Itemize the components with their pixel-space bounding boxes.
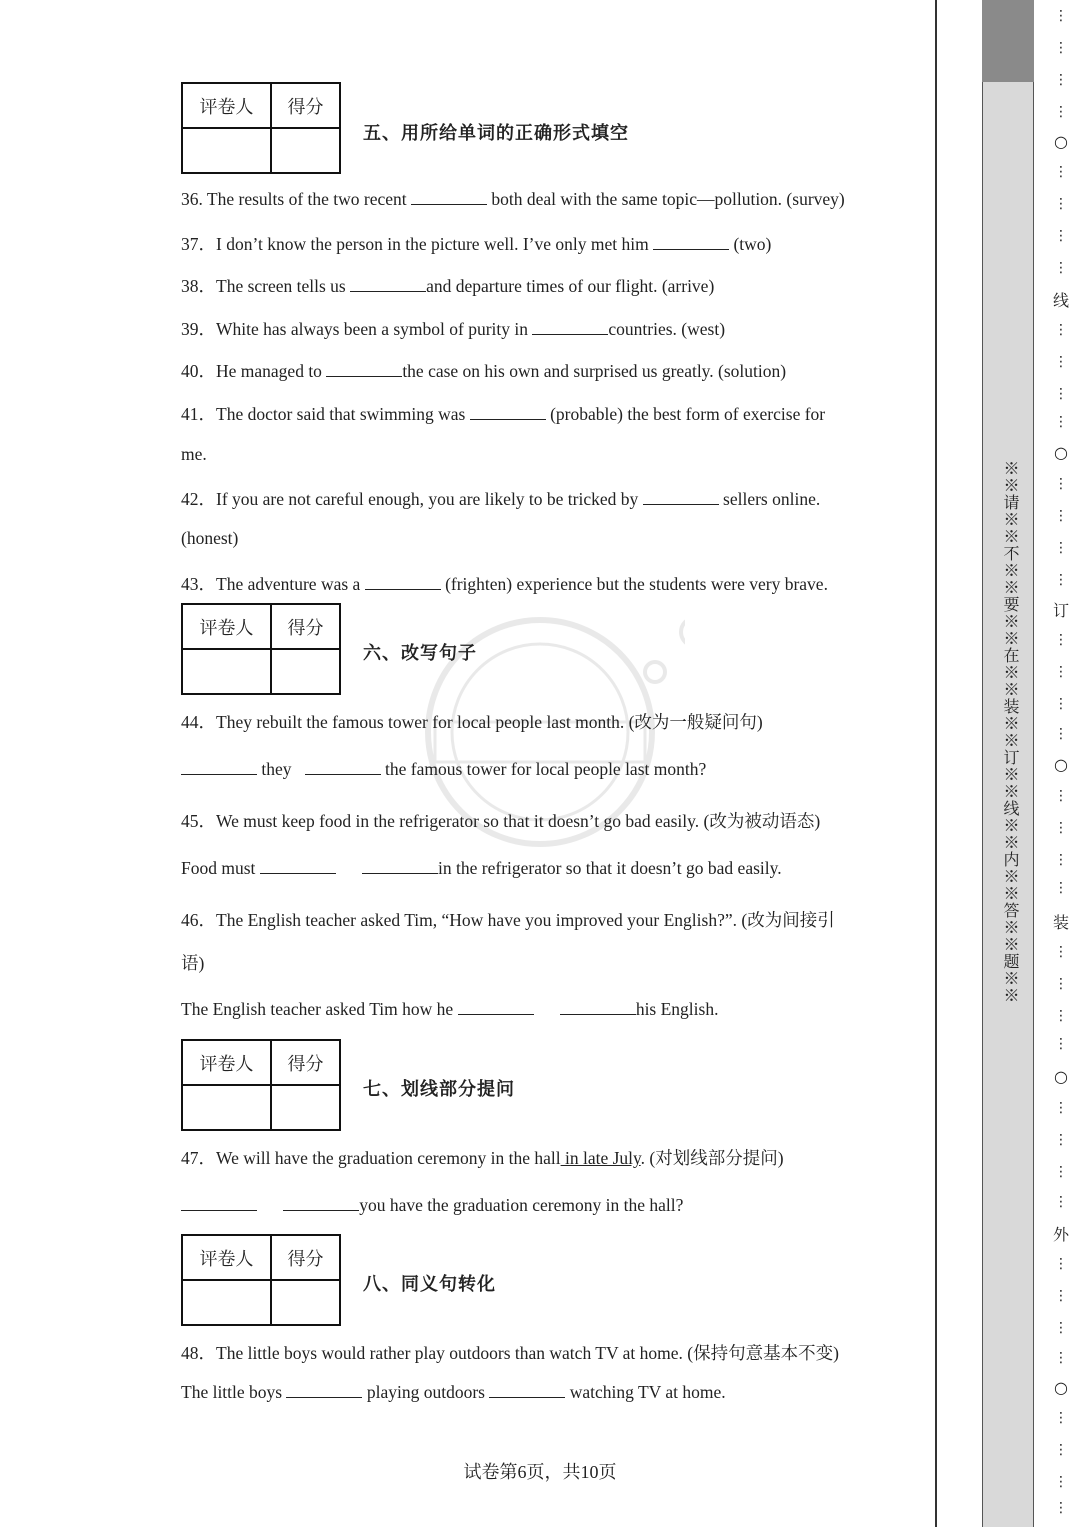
answer-blank: [653, 235, 729, 250]
question-46-cont: 语): [181, 953, 205, 973]
answer-blank: [362, 859, 438, 874]
score-cell: [272, 650, 339, 693]
answer-blank: [326, 362, 402, 377]
question-45: 45．We must keep food in the refrigerator so that it doesn’t go bad easily. (改为被动语态): [181, 811, 821, 831]
answer-blank: [181, 760, 257, 775]
binding-warning: ※※请※※不※※要※※在※※装※※订※※线※※内※※答※※题※※: [1001, 460, 1018, 1004]
score-label: 得分: [272, 1236, 339, 1281]
binding-border: [935, 0, 937, 1527]
score-label: 得分: [272, 605, 339, 650]
binding-dotted-line: ⋮ ⋮ ⋮ ⋮ ○ ⋮ ⋮ ⋮ ⋮ 线 ⋮ ⋮ ⋮ ⋮ ○ ⋮ ⋮ ⋮ ⋮ 订 ⋮ ⋮ ⋮ ⋮ ○ ⋮ ⋮ ⋮ ⋮ 装 ⋮ ⋮ ⋮ ⋮ ○ ⋮ ⋮ ⋮ ⋮ 外 ⋮ ⋮ ⋮ ⋮ ○ ⋮ ⋮ ⋮ ⋮: [1052, 8, 1069, 1516]
section-title: 七、划线部分提问: [363, 1079, 515, 1099]
circle-icon: ○: [1054, 1067, 1068, 1086]
answer-blank: [458, 1000, 534, 1015]
question-42: 42．If you are not careful enough, you are likely to be tricked by sellers online.: [181, 489, 821, 509]
answer-blank: [365, 575, 441, 590]
score-box: [181, 603, 341, 695]
score-box: [181, 82, 341, 174]
grader-label: 评卷人: [183, 1236, 272, 1281]
answer-blank: [350, 277, 426, 292]
question-46: 46．The English teacher asked Tim, “How have you improved your English?”. (改为间接引: [181, 910, 835, 930]
underlined-phrase: in late July: [560, 1148, 641, 1168]
answer-blank: [181, 1196, 257, 1211]
answer-blank: [305, 760, 381, 775]
answer-blank: [643, 490, 719, 505]
question-48-answer: The little boys playing outdoors watching TV at home.: [181, 1382, 726, 1402]
score-label: 得分: [272, 1041, 339, 1086]
page-footer: 试卷第6页，共10页: [463, 1462, 617, 1482]
answer-blank: [532, 320, 608, 335]
question-39: 39．White has always been a symbol of purity in countries. (west): [181, 319, 726, 339]
question-48: 48．The little boys would rather play outdoors than watch TV at home. (保持句意基本不变): [181, 1343, 839, 1363]
question-42-cont: (honest): [181, 528, 239, 548]
score-cell: [272, 1086, 339, 1129]
binding-label-fold: 装: [1052, 913, 1069, 932]
answer-blank: [260, 859, 336, 874]
grader-label: 评卷人: [183, 1041, 272, 1086]
question-37: 37．I don’t know the person in the picture well. I’ve only met him (two): [181, 234, 772, 254]
grader-label: 评卷人: [183, 84, 272, 129]
section-title: 六、改写句子: [363, 643, 477, 663]
section-title: 八、同义句转化: [363, 1274, 496, 1294]
answer-blank: [470, 405, 546, 420]
question-36: 36. The results of the two recent both deal with the same topic—pollution. (survey): [181, 189, 845, 209]
score-cell: [272, 1281, 339, 1324]
grader-cell: [183, 1281, 272, 1324]
question-41: 41．The doctor said that swimming was (probable) the best form of exercise for: [181, 404, 826, 424]
grader-cell: [183, 129, 272, 172]
binding-label-outer: 外: [1052, 1225, 1069, 1244]
grader-cell: [183, 1086, 272, 1129]
answer-blank: [286, 1383, 362, 1398]
score-cell: [272, 129, 339, 172]
binding-label-bind: 订: [1052, 601, 1069, 620]
question-38: 38．The screen tells us and departure times of our flight. (arrive): [181, 276, 715, 296]
answer-blank: [411, 190, 487, 205]
circle-icon: ○: [1054, 755, 1068, 774]
question-47: 47．We will have the graduation ceremony in the hall in late July. (对划线部分提问): [181, 1148, 784, 1168]
circle-icon: ○: [1054, 1378, 1068, 1397]
grader-cell: [183, 650, 272, 693]
score-box: [181, 1039, 341, 1131]
grader-label: 评卷人: [183, 605, 272, 650]
question-41-cont: me.: [181, 444, 207, 464]
question-44: 44．They rebuilt the famous tower for local people last month. (改为一般疑问句): [181, 712, 763, 732]
question-43: 43．The adventure was a (frighten) experience but the students were very brave.: [181, 574, 828, 594]
question-46-answer: The English teacher asked Tim how he his English.: [181, 999, 719, 1019]
answer-blank: [560, 1000, 636, 1015]
answer-blank: [283, 1196, 359, 1211]
circle-icon: ○: [1054, 132, 1068, 151]
score-box: [181, 1234, 341, 1326]
score-label: 得分: [272, 84, 339, 129]
question-44-answer: they the famous tower for local people last month?: [181, 759, 706, 780]
question-45-answer: Food must in the refrigerator so that it doesn’t go bad easily.: [181, 858, 782, 878]
answer-blank: [489, 1383, 565, 1398]
question-40: 40．He managed to the case on his own and surprised us greatly. (solution): [181, 361, 787, 381]
binding-strip-top: [982, 0, 1034, 82]
binding-label-line: 线: [1052, 291, 1069, 310]
question-47-answer: you have the graduation ceremony in the hall?: [181, 1195, 683, 1216]
section-title: 五、用所给单词的正确形式填空: [363, 123, 629, 143]
circle-icon: ○: [1054, 443, 1068, 462]
